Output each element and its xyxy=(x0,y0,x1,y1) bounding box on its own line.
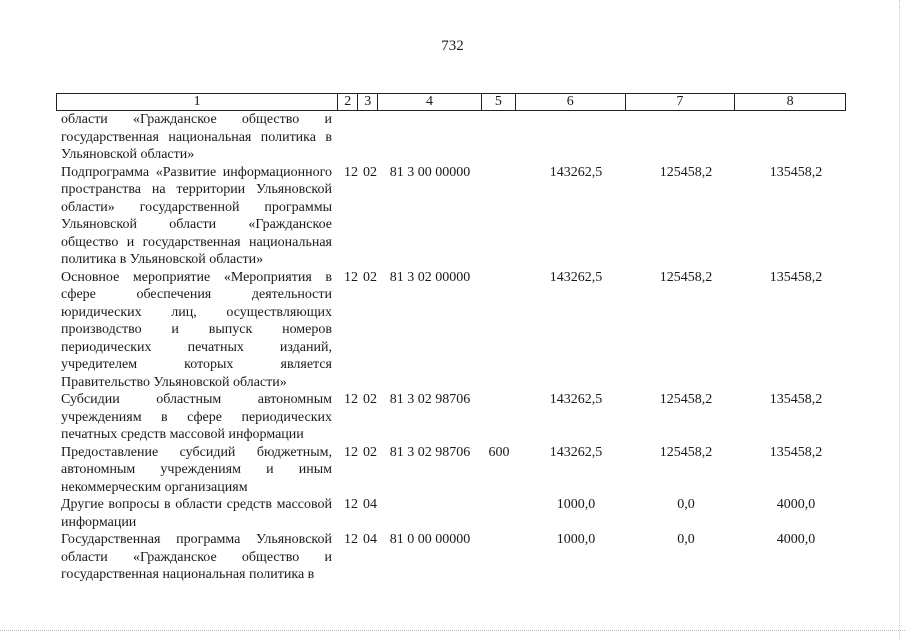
amount-col-8: 4000,0 xyxy=(776,497,816,512)
row-description: Другие вопросы в области средств массовой информации xyxy=(61,497,332,530)
scan-edge-bottom xyxy=(0,630,905,633)
table-row xyxy=(56,444,846,497)
column-header-6: 6 xyxy=(516,94,626,110)
subsection-code: 02 xyxy=(363,269,377,285)
row-description: Подпрограмма «Развитие информационного пространства на территории Ульяновской области» государственной программы Ульяновской области «Гражданское общество и государственная национальная политика в Ульяновской области» xyxy=(61,164,332,267)
budget-table xyxy=(56,93,846,584)
page-number: 732 xyxy=(441,38,464,54)
target-article-code: 81 0 00 00000 xyxy=(389,532,471,547)
expense-type-code: 600 xyxy=(488,444,510,460)
target-article-code: 81 3 02 00000 xyxy=(389,269,471,285)
row-description: Предоставление субсидий бюджетным, автономным учреждениям и иным некоммерческим организациям xyxy=(61,444,332,495)
table-header-row xyxy=(56,93,846,111)
amount-col-6: 1000,0 xyxy=(556,497,596,512)
amount-col-7: 125458,2 xyxy=(659,392,713,407)
target-article-code: 81 3 02 98706 xyxy=(389,444,471,460)
table-body xyxy=(56,111,846,584)
amount-col-8: 4000,0 xyxy=(776,532,816,547)
section-code: 12 xyxy=(344,444,358,460)
section-code: 12 xyxy=(344,269,358,285)
amount-col-7: 125458,2 xyxy=(659,444,713,460)
amount-col-7: 0,0 xyxy=(677,497,695,512)
amount-col-6: 143262,5 xyxy=(549,392,603,407)
subsection-code: 04 xyxy=(363,497,377,512)
scan-edge-right xyxy=(899,0,902,640)
subsection-code: 04 xyxy=(363,532,377,547)
section-code: 12 xyxy=(344,392,358,407)
amount-col-7: 0,0 xyxy=(677,532,695,547)
amount-col-8: 135458,2 xyxy=(769,392,823,407)
amount-col-6: 143262,5 xyxy=(549,164,603,180)
target-article-code: 81 3 02 98706 xyxy=(389,392,471,407)
column-header-7: 7 xyxy=(626,94,736,110)
column-header-4: 4 xyxy=(378,94,482,110)
column-header-1: 1 xyxy=(57,94,338,110)
table-row xyxy=(56,391,846,444)
amount-col-6: 143262,5 xyxy=(549,269,603,285)
amount-col-8: 135458,2 xyxy=(769,269,823,285)
amount-col-7: 125458,2 xyxy=(659,269,713,285)
column-header-8: 8 xyxy=(786,94,794,109)
section-code: 12 xyxy=(344,164,358,180)
target-article-code: 81 3 00 00000 xyxy=(389,164,471,180)
subsection-code: 02 xyxy=(363,164,377,180)
column-header-5: 5 xyxy=(482,94,516,110)
column-header-3: 3 xyxy=(358,94,378,110)
amount-col-8: 135458,2 xyxy=(769,444,823,460)
row-description: Государственная программа Ульяновской области «Гражданское общество и государственная национальная политика в xyxy=(61,532,332,582)
amount-col-6: 1000,0 xyxy=(556,532,596,547)
row-description: Субсидии областным автономным учреждениям в сфере периодических печатных средств массовой информации xyxy=(61,392,332,442)
amount-col-8: 135458,2 xyxy=(769,164,823,180)
section-code: 12 xyxy=(344,497,358,512)
amount-col-6: 143262,5 xyxy=(549,444,603,460)
table-row xyxy=(56,496,846,531)
table-row xyxy=(56,164,846,269)
column-header-2: 2 xyxy=(338,94,358,110)
row-description: Основное мероприятие «Мероприятия в сфере обеспечения деятельности юридических лиц, осуществляющих производство и выпуск номеров периодических печатных изданий, учредителем которых является Правительство Ульяновской области» xyxy=(61,269,332,390)
section-code: 12 xyxy=(344,532,358,547)
row-description: области «Гражданское общество и государственная национальная политика в Ульяновской области» xyxy=(61,112,332,162)
subsection-code: 02 xyxy=(363,392,377,407)
table-row xyxy=(56,269,846,392)
subsection-code: 02 xyxy=(363,444,377,460)
table-row xyxy=(56,531,846,584)
table-row xyxy=(56,111,846,164)
amount-col-7: 125458,2 xyxy=(659,164,713,180)
